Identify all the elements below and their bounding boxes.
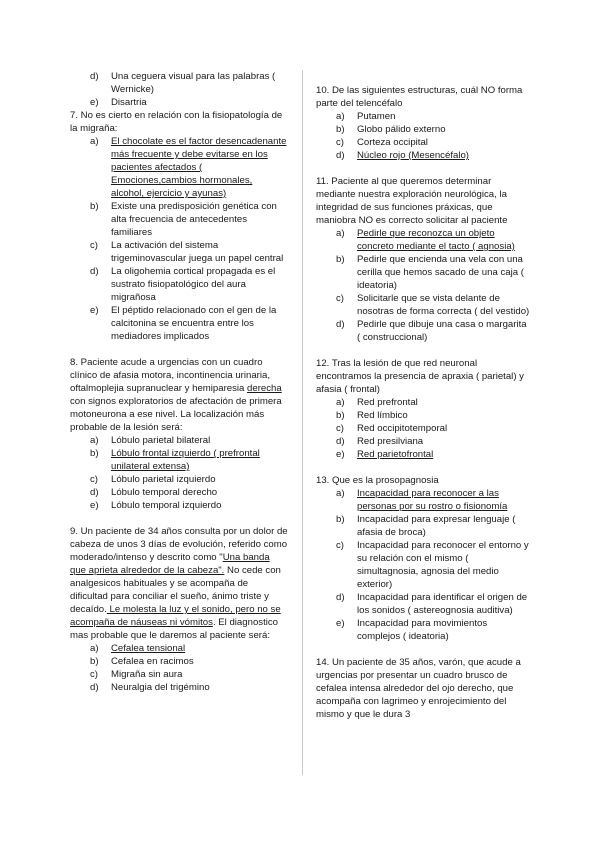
- option-label: d): [336, 150, 345, 161]
- option-label: c): [90, 474, 98, 485]
- q8-stem-part: 8. Paciente acude a urgencias con un cuadro clínico de afasia motora, incontinencia urinaria, oftalmoplejia supranuclear y hemiparesia: [70, 357, 270, 394]
- option-label: a): [336, 397, 345, 408]
- q9-stem-part: 9. Un paciente de 34 años consulta por un dolor de cabeza de unos 3 días de evolución, referido como moderado/intenso y descrito como ": [70, 526, 288, 563]
- q11-option-d: [316, 318, 530, 344]
- option-label: c): [336, 137, 344, 148]
- option-text: Existe una predisposición genética con alta frecuencia de antecedentes familiares: [111, 201, 277, 238]
- q13-option-a: [316, 487, 530, 513]
- option-text: Una ceguera visual para las palabras ( Wernicke): [111, 71, 276, 95]
- q14-stem: 14. Un paciente de 35 años, varón, que acude a urgencias por presentar un cuadro brusco de cefalea intensa alrededor del ojo derecho, que acompaña con lagrimeo y enrojecimiento del mismo y que le dura 3: [316, 657, 521, 720]
- option-label: d): [336, 592, 345, 603]
- q8-option-a: [70, 434, 288, 447]
- option-text: Disartria: [111, 97, 147, 108]
- q9-stem-part: . El diagnostico mas probable que le daremos al paciente será:: [70, 617, 278, 641]
- q7-option-e: [70, 304, 288, 343]
- option-label: c): [336, 423, 344, 434]
- option-text: Red límbico: [357, 410, 408, 421]
- option-text: Red prefrontal: [357, 397, 418, 408]
- q12-option-b: [316, 409, 530, 422]
- option-text: La oligohemia cortical propagada es el sustrato fisiopatológico del aura migrañosa: [111, 266, 276, 303]
- q12-option-c: [316, 422, 530, 435]
- option-label: e): [90, 97, 99, 108]
- option-text: Núcleo rojo (Mesencéfalo): [357, 150, 469, 161]
- q6-option-e: [70, 96, 288, 109]
- option-text: Migraña sin aura: [111, 669, 183, 680]
- option-label: a): [90, 643, 99, 654]
- q8-option-d: [70, 486, 288, 499]
- q8-option-b: [70, 447, 288, 473]
- q13-stem: 13. Que es la prosopagnosia: [316, 475, 439, 486]
- q7-option-c: [70, 239, 288, 265]
- q13-option-b: [316, 513, 530, 539]
- option-label: a): [90, 136, 99, 147]
- option-label: d): [90, 487, 99, 498]
- q11-option-a: [316, 227, 530, 253]
- q7-option-b: [70, 200, 288, 239]
- option-label: d): [90, 266, 99, 277]
- option-label: d): [90, 682, 99, 693]
- q10-option-c: [316, 136, 530, 149]
- q13-option-e: [316, 617, 530, 643]
- option-text: Lóbulo frontal izquierdo ( prefrontal unilateral extensa): [111, 448, 260, 472]
- option-text: Pedirle que encienda una vela con una cerilla que hemos sacado de una caja ( ideatoria): [357, 254, 524, 291]
- option-label: b): [90, 448, 99, 459]
- right-column: [316, 84, 530, 721]
- q8-stem-part: con signos exploratorios de afectación de primera motoneurona a ese nivel. La localización más probable de la lesión será:: [70, 396, 282, 433]
- q9-option-a: [70, 642, 288, 655]
- option-text: La activación del sistema trigeminovascular juega un papel central: [111, 240, 284, 264]
- option-label: d): [90, 71, 99, 82]
- column-divider: [302, 70, 303, 775]
- option-text: El chocolate es el factor desencadenante más frecuente y debe evitarse en los pacientes afectados ( Emociones,cambios hormonales, alcohol, ejercicio y ayunas): [111, 136, 287, 199]
- option-label: d): [336, 436, 345, 447]
- q10-option-d: [316, 149, 530, 162]
- option-label: c): [336, 540, 344, 551]
- option-text: Lóbulo temporal izquierdo: [111, 500, 222, 511]
- option-label: b): [90, 656, 99, 667]
- option-text: Pedirle que reconozca un objeto concreto mediante el tacto ( agnosia): [357, 228, 515, 252]
- option-text: Incapacidad para movimientos complejos ( ideatoria): [357, 618, 488, 642]
- option-label: c): [90, 240, 98, 251]
- option-label: a): [90, 435, 99, 446]
- option-text: Cefalea tensional: [111, 643, 186, 654]
- option-text: Pedirle que dibuje una casa o margarita ( construccional): [357, 319, 527, 343]
- q6-option-d: [70, 70, 288, 96]
- option-text: Red presilviana: [357, 436, 424, 447]
- q9-option-d: [70, 681, 288, 694]
- option-label: c): [336, 293, 344, 304]
- q8-stem-underlined: derecha: [247, 383, 282, 394]
- option-text: Incapacidad para reconocer a las personas por su rostro o fisionomía: [357, 488, 508, 512]
- option-text: Incapacidad para reconocer el entorno y su relación con el mismo ( simultagnosia, agnosia del medio exterior): [357, 540, 529, 590]
- option-text: Solicitarle que se vista delante de nosotras de forma correcta ( del vestido): [357, 293, 530, 317]
- option-text: Neuralgia del trigémino: [111, 682, 210, 693]
- option-text: Red parietofrontal: [357, 449, 434, 460]
- option-text: Incapacidad para identificar el origen de los sonidos ( astereognosia auditiva): [357, 592, 528, 616]
- option-label: e): [336, 449, 345, 460]
- option-text: Putamen: [357, 111, 396, 122]
- q10-option-b: [316, 123, 530, 136]
- q7-option-d: [70, 265, 288, 304]
- option-label: b): [336, 514, 345, 525]
- option-label: b): [90, 201, 99, 212]
- q10-option-a: [316, 110, 530, 123]
- option-label: e): [90, 305, 99, 316]
- q8-option-c: [70, 473, 288, 486]
- q9-stem: [70, 525, 288, 642]
- q7-stem: 7. No es cierto en relación con la fisiopatología de la migraña:: [70, 110, 283, 134]
- option-label: e): [336, 618, 345, 629]
- option-text: Corteza occipital: [357, 137, 428, 148]
- option-label: a): [336, 111, 345, 122]
- option-label: a): [336, 488, 345, 499]
- q8-option-e: [70, 499, 288, 512]
- option-text: Red occipitotemporal: [357, 423, 448, 434]
- q9-stem-underlined: Le molesta la luz y el sonido, pero no se acompaña de náuseas ni vómitos: [70, 604, 281, 628]
- option-label: b): [336, 124, 345, 135]
- option-text: Lóbulo parietal bilateral: [111, 435, 211, 446]
- option-text: El péptido relacionado con el gen de la calcitonina se encuentra entre los mediadores implicados: [111, 305, 277, 342]
- q8-stem: [70, 356, 288, 434]
- option-text: Cefalea en racimos: [111, 656, 194, 667]
- q12-option-e: [316, 448, 530, 461]
- q11-option-b: [316, 253, 530, 292]
- option-label: e): [90, 500, 99, 511]
- q9-option-b: [70, 655, 288, 668]
- option-label: d): [336, 319, 345, 330]
- q13-option-c: [316, 539, 530, 591]
- option-text: Lóbulo parietal izquierdo: [111, 474, 216, 485]
- option-label: b): [336, 254, 345, 265]
- q12-stem: 12. Tras la lesión de que red neuronal encontramos la presencia de apraxia ( parietal) y afasia ( frontal): [316, 358, 524, 395]
- q13-option-d: [316, 591, 530, 617]
- option-label: b): [336, 410, 345, 421]
- option-label: a): [336, 228, 345, 239]
- q12-option-d: [316, 435, 530, 448]
- q12-option-a: [316, 396, 530, 409]
- option-text: Globo pálido externo: [357, 124, 446, 135]
- option-label: c): [90, 669, 98, 680]
- q9-stem-underlined: Una banda que aprieta alrededor de la cabeza".: [70, 552, 270, 576]
- q11-option-c: [316, 292, 530, 318]
- q11-stem: 11. Paciente al que queremos determinar mediante nuestra exploración neurológica, la integridad de sus funciones práxicas, que maniobra NO es correcto solicitar al paciente: [316, 176, 508, 226]
- q9-option-c: [70, 668, 288, 681]
- option-text: Lóbulo temporal derecho: [111, 487, 218, 498]
- q7-option-a: [70, 135, 288, 200]
- q9-stem-part: No cede con analgesicos habituales y se acompaña de dificultad para conciliar el sueño, ánimo triste y decaído.: [70, 565, 281, 615]
- q10-stem: 10. De las siguientes estructuras, cuál NO forma parte del telencéfalo: [316, 85, 523, 109]
- option-text: Incapacidad para expresar lenguaje ( afasia de broca): [357, 514, 516, 538]
- left-column: [70, 70, 288, 694]
